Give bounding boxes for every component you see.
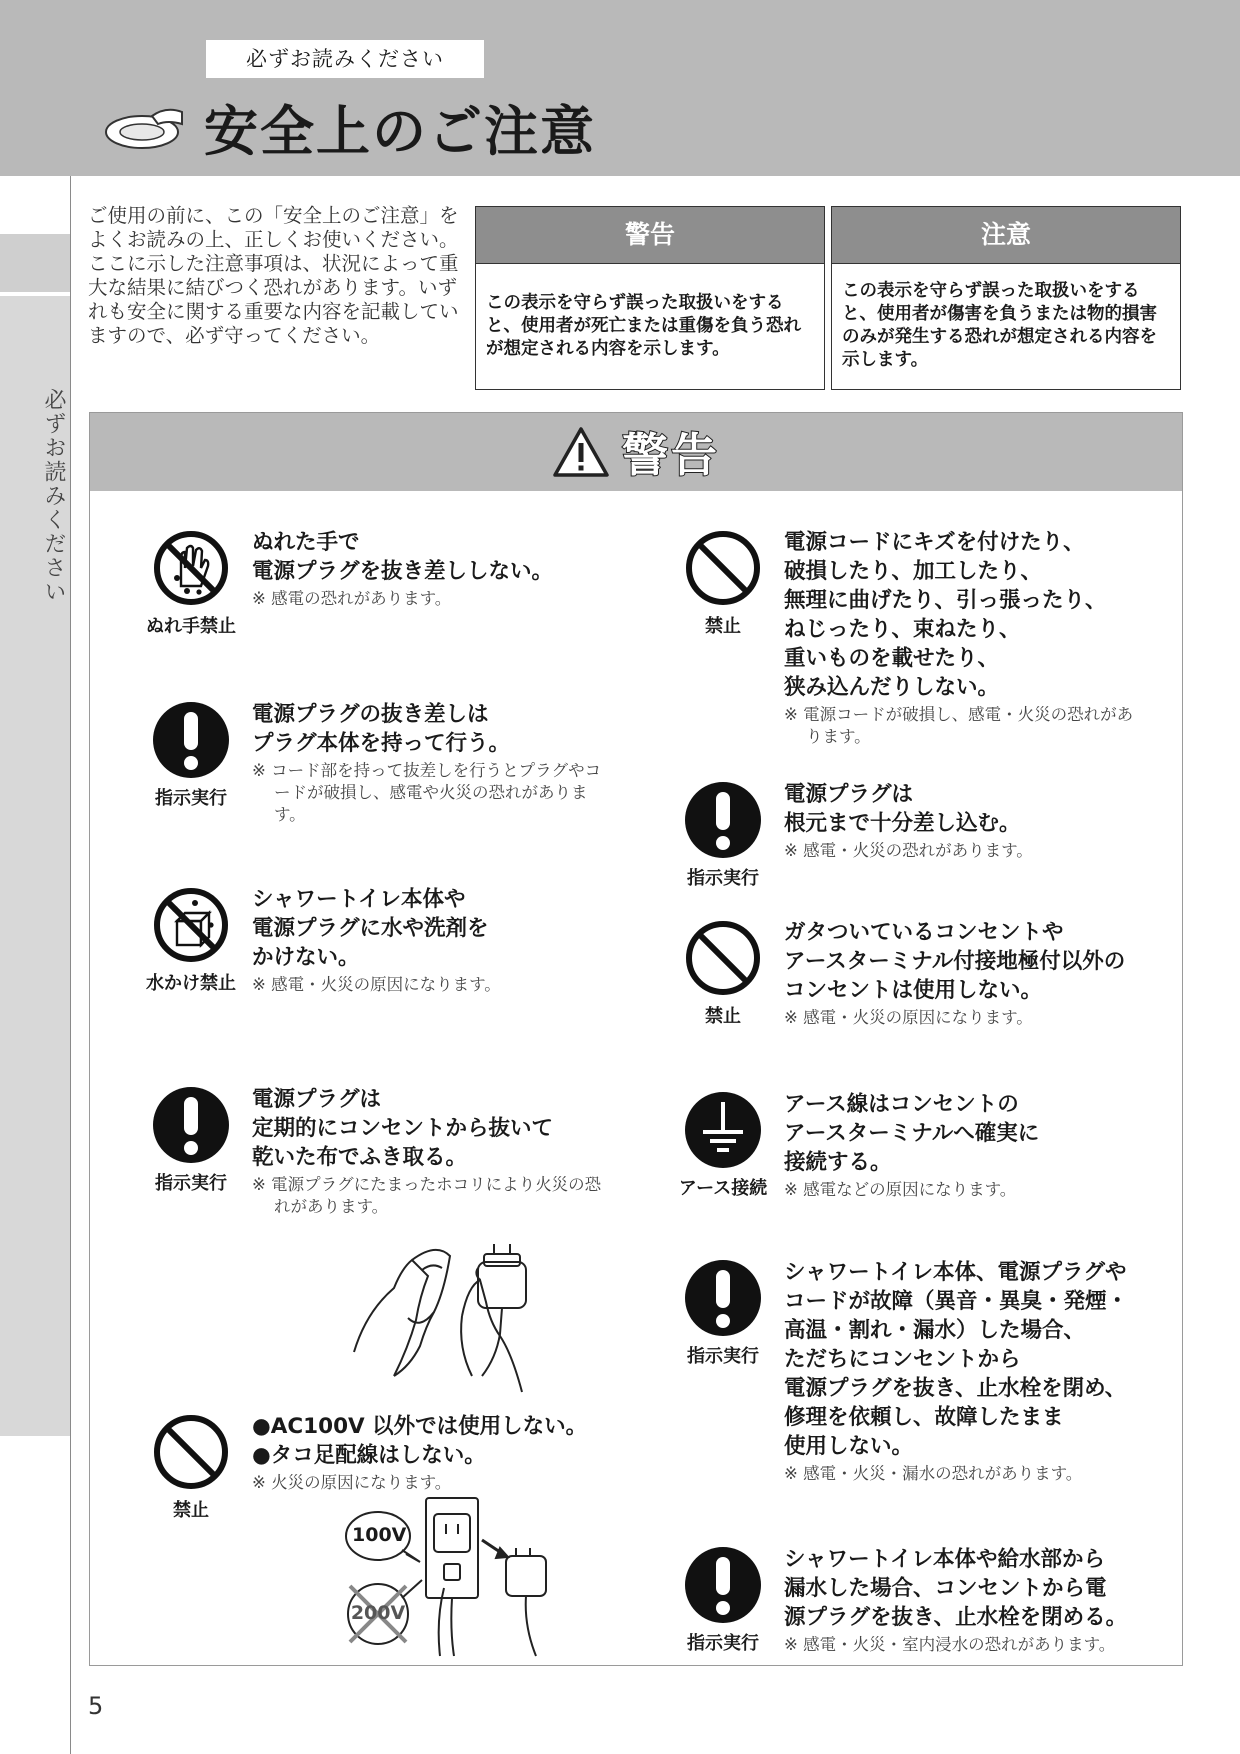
text-line: 電源プラグの抜き差しは [252, 702, 489, 727]
text-line: 電源コードにキズを付けたり、 [784, 530, 1085, 555]
text-line: 電源プラグは [784, 782, 914, 807]
text-line: 電源プラグに水や洗剤を [252, 916, 489, 941]
safety-item-text [252, 528, 602, 586]
text-line: シャワートイレ本体や給水部から [784, 1547, 1105, 1572]
safety-item-text [784, 1258, 1134, 1461]
text-line: ●タコ足配線はしない。 [252, 1443, 486, 1468]
safety-item-text [252, 1412, 602, 1470]
safety-item-text [784, 528, 1134, 702]
warning-panel-header [90, 413, 1182, 491]
safety-item-note: ※ 火災の原因になります。 [252, 1473, 452, 1492]
definition-body: この表示を守らず誤った取扱いをすると、使用者が傷害を負うまたは物的損害のみが発生する恐れが想定される内容を示します。 [842, 281, 1157, 370]
mandatory-action-icon [683, 780, 763, 860]
prohibited-icon [151, 1412, 231, 1492]
text-line: シャワートイレ本体や [252, 887, 466, 912]
safety-item-note: ※ 感電・火災・漏水の恐れがあります。 [784, 1464, 1083, 1483]
symbol-label: 水かけ禁止 [146, 973, 236, 994]
text-line: コードが故障（異音・異臭・発煙・ [784, 1289, 1129, 1314]
ground-connection-icon [683, 1090, 763, 1170]
symbol-label: 指示実行 [687, 868, 759, 889]
side-tab-label: 必ずお読みください [41, 388, 66, 604]
text-line: アース線はコンセントの [784, 1092, 1019, 1117]
symbol-label: 禁止 [705, 1006, 741, 1027]
definition-heading: 警告 [476, 207, 824, 264]
mandatory-action-icon [683, 1545, 763, 1625]
symbol-label: 指示実行 [155, 1173, 227, 1194]
safety-item-text [784, 1090, 1134, 1177]
text-line: 電源プラグを抜き差ししない。 [252, 559, 554, 584]
safety-item-text [784, 780, 1134, 838]
must-read-label: 必ずお読みください [206, 40, 484, 78]
voltage-ng-label: 200V [350, 1602, 406, 1624]
safety-item-text [784, 1545, 1134, 1632]
plug-cleaning-illustration [350, 1226, 560, 1396]
safety-item-note: ※ 電源プラグにたまったホコリにより火災の恐れがあります。 [252, 1175, 602, 1216]
text-line: 根元まで十分差し込む。 [784, 811, 1021, 836]
safety-item-note: ※ コード部を持って抜差しを行うとプラグやコードが破損し、感電や火災の恐れがあります。 [252, 761, 602, 824]
text-line: 無理に曲げたり、引っ張ったり、 [784, 588, 1107, 613]
text-line: ガタついているコンセントや [784, 920, 1064, 945]
safety-item-note: ※ 感電などの原因になります。 [784, 1180, 1017, 1199]
safety-item-note: ※ 感電・火災の原因になります。 [784, 1008, 1033, 1027]
voltage-ok-label: 100V [352, 1524, 407, 1546]
side-divider [70, 176, 71, 1754]
text-line: 使用しない。 [784, 1434, 914, 1459]
symbol-label: 指示実行 [687, 1346, 759, 1367]
text-line: プラグ本体を持って行う。 [252, 731, 511, 756]
text-line: 狭み込んだりしない。 [784, 675, 1000, 700]
definition-heading: 注意 [832, 207, 1180, 264]
definition-box-warning [475, 206, 825, 390]
intro-paragraph-1: ご使用の前に、この「安全上のご注意」をよくお読みの上、正しくお使いください。 [88, 204, 459, 251]
side-tab-marker [0, 234, 70, 292]
intro-paragraph-2: ここに示した注意事項は、状況によって重大な結果に結びつく恐れがあります。いずれも安全に関する重要な内容を記載していますので、必ず守ってください。 [88, 252, 459, 347]
mandatory-action-icon [151, 700, 231, 780]
mandatory-action-icon [683, 1258, 763, 1338]
text-line: ねじったり、束ねたり、 [784, 617, 1021, 642]
safety-item-text [784, 918, 1134, 1005]
text-line: アースターミナルへ確実に [784, 1121, 1040, 1146]
symbol-label: 禁止 [173, 1500, 209, 1521]
text-line: 高温・割れ・漏水）した場合、 [784, 1318, 1086, 1343]
text-line: 乾いた布でふき取る。 [252, 1145, 468, 1170]
safety-item-note: ※ 感電・火災の原因になります。 [252, 975, 501, 994]
text-line: シャワートイレ本体、電源プラグや [784, 1260, 1127, 1285]
text-line: コンセントは使用しない。 [784, 978, 1043, 1003]
text-line: 破損したり、加工したり、 [784, 559, 1043, 584]
text-line: ●AC100V 以外では使用しない。 [252, 1414, 588, 1439]
warning-panel-title: 警告 [622, 428, 720, 482]
toilet-seat-icon [102, 102, 186, 154]
symbol-label: アース接続 [678, 1178, 768, 1199]
text-line: ぬれた手で [252, 530, 360, 555]
text-line: 漏水した場合、コンセントから電 [784, 1576, 1107, 1601]
text-line: 源プラグを抜き、止水栓を閉める。 [784, 1605, 1128, 1630]
text-line: 電源プラグは [252, 1087, 382, 1112]
no-water-splash-icon [151, 885, 231, 965]
prohibited-icon [683, 528, 763, 608]
safety-item-note: ※ 感電の恐れがあります。 [252, 589, 452, 608]
warning-triangle-icon [552, 426, 610, 478]
text-line: アースターミナル付接地極付以外の [784, 949, 1126, 974]
header-band [0, 0, 1240, 176]
text-line: かけない。 [252, 945, 360, 970]
outlet-illustration [340, 1490, 560, 1660]
definition-body: この表示を守らず誤った取扱いをすると、使用者が死亡または重傷を負う恐れが想定される内容を示します。 [486, 292, 801, 359]
safety-item-note: ※ 感電・火災・室内浸水の恐れがあります。 [784, 1635, 1116, 1654]
wet-hands-prohibited-icon [151, 528, 231, 608]
text-line: 電源プラグを抜き、止水栓を閉め、 [784, 1376, 1127, 1401]
symbol-label: 指示実行 [687, 1633, 759, 1654]
safety-item-text [252, 700, 602, 758]
intro-text [88, 204, 466, 348]
definition-box-caution [831, 206, 1181, 390]
safety-item-text [252, 1085, 602, 1172]
safety-item-text [252, 885, 602, 972]
page-title: 安全上のご注意 [204, 100, 596, 163]
prohibited-icon [683, 918, 763, 998]
page-number: 5 [88, 1692, 104, 1720]
text-line: ただちにコンセントから [784, 1347, 1021, 1372]
text-line: 定期的にコンセントから抜いて [252, 1116, 554, 1141]
safety-item-note: ※ 電源コードが破損し、感電・火災の恐れがあります。 [784, 705, 1134, 746]
symbol-label: 禁止 [705, 616, 741, 637]
safety-item-note: ※ 感電・火災の恐れがあります。 [784, 841, 1033, 860]
symbol-label: 指示実行 [155, 788, 227, 809]
text-line: 重いものを載せたり、 [784, 646, 1000, 671]
text-line: 修理を依頼し、故障したまま [784, 1405, 1064, 1430]
outlet-drawing [340, 1490, 560, 1660]
text-line: 接続する。 [784, 1150, 892, 1175]
mandatory-action-icon [151, 1085, 231, 1165]
symbol-label: ぬれ手禁止 [146, 616, 236, 637]
